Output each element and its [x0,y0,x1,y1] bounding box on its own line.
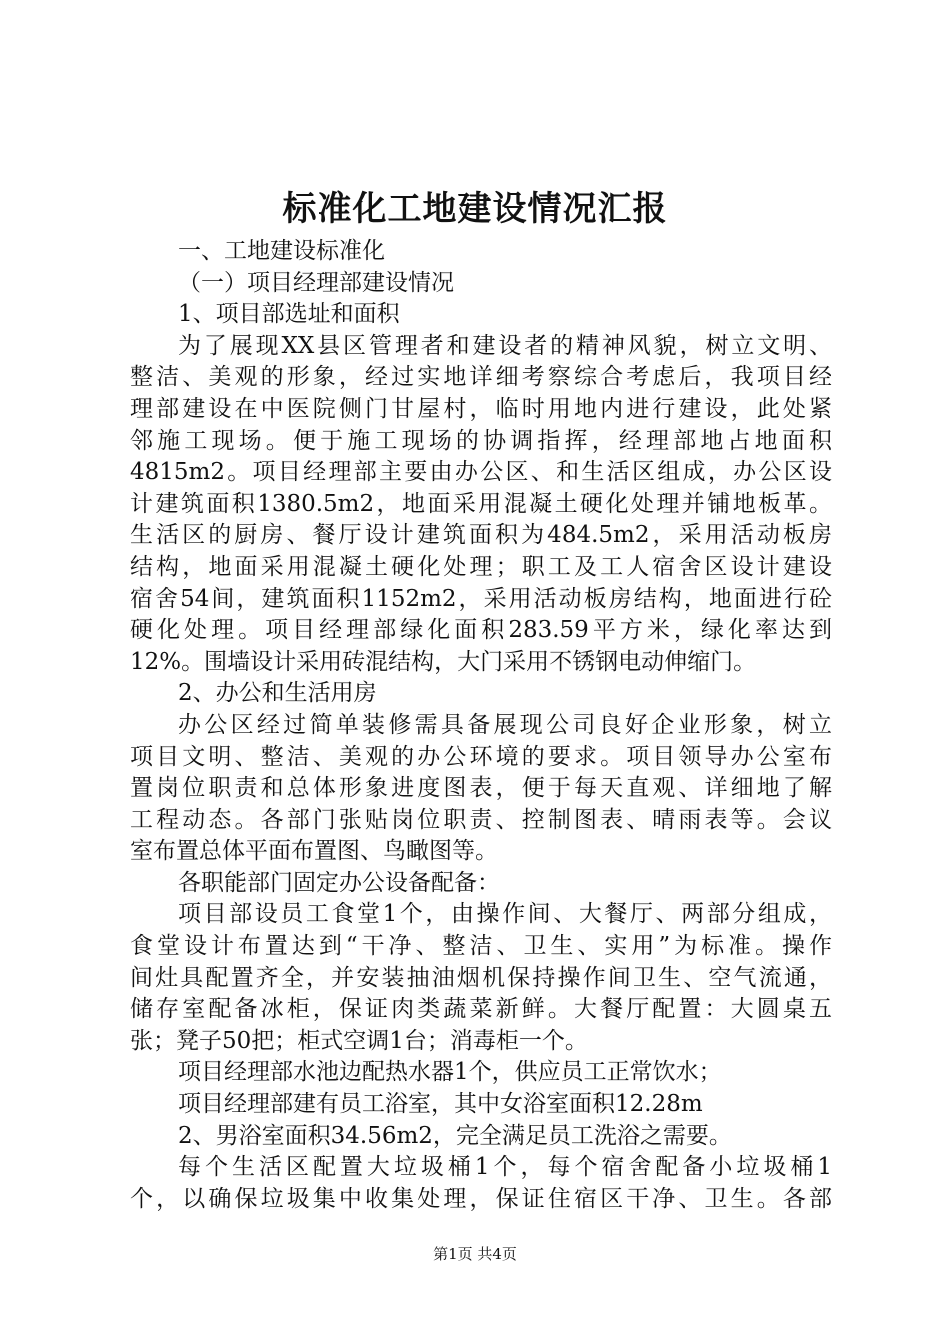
text-line: 储存室配备冰柜，保证肉类蔬菜新鲜。大餐厅配置：大圆桌五 [130,996,832,1023]
text-line: 各职能部门固定办公设备配备： [178,869,500,896]
page-footer: 第1页 共4页 [433,1245,517,1263]
text-line: 生活区的厨房、餐厅设计建筑面积为484.5m2，采用活动板房 [130,522,832,549]
text-line: 项目文明、整洁、美观的办公环境的要求。项目领导办公室布 [130,743,832,770]
document-body [130,236,832,1215]
text-line: 办公区经过简单装修需具备展现公司良好企业形象，树立 [178,711,832,738]
text-line: 每个生活区配置大垃圾桶1个，每个宿舍配备小垃圾桶1 [178,1154,832,1181]
text-line: 2、办公和生活用房 [178,680,377,707]
text-line: 个，以确保垃圾集中收集处理，保证住宿区干净、卫生。各部 [130,1185,832,1212]
text-line: 硬化处理。项目经理部绿化面积283.59平方米，绿化率达到 [130,617,832,644]
text-line: 项目部设员工食堂1个，由操作间、大餐厅、两部分组成， [178,901,832,928]
text-line: 整洁、美观的形象，经过实地详细考察综合考虑后，我项目经 [130,364,832,391]
text-line: 工程动态。各部门张贴岗位职责、控制图表、晴雨表等。会议 [130,806,832,833]
text-line: 宿舍54间，建筑面积1152m2，采用活动板房结构，地面进行砼 [130,585,832,612]
text-line: 室布置总体平面布置图、鸟瞰图等。 [130,838,498,865]
text-line: 间灶具配置齐全，并安装抽油烟机保持操作间卫生、空气流通， [130,964,832,991]
text-line: 食堂设计布置达到“干净、整洁、卫生、实用”为标准。操作 [130,933,832,960]
text-line: 张；凳子50把；柜式空调1台；消毒柜一个。 [130,1027,588,1054]
text-line: 计建筑面积1380.5m2，地面采用混凝土硬化处理并铺地板革。 [130,490,832,517]
text-line: 邻施工现场。便于施工现场的协调指挥，经理部地占地面积 [130,427,832,454]
text-line: 4815m2。项目经理部主要由办公区、和生活区组成，办公区设 [130,459,832,486]
text-line: 12%。围墙设计采用砖混结构，大门采用不锈钢电动伸缩门。 [130,648,757,675]
text-line: 项目经理部建有员工浴室，其中女浴室面积12.28m [178,1091,703,1118]
text-line: 项目经理部水池边配热水器1个，供应员工正常饮水； [178,1059,722,1086]
text-line: 结构，地面采用混凝土硬化处理；职工及工人宿舍区设计建设 [130,553,832,580]
document-title: 标准化工地建设情况汇报 [282,189,668,229]
text-line: 1、项目部选址和面积 [178,301,400,328]
text-line: 理部建设在中医院侧门甘屋村，临时用地内进行建设，此处紧 [130,395,832,422]
text-line: 为了展现XX县区管理者和建设者的精神风貌，树立文明、 [178,332,832,359]
text-line: （一）项目经理部建设情况 [178,269,454,296]
text-line: 置岗位职责和总体形象进度图表，便于每天直观、详细地了解 [130,775,832,802]
text-line: 一、工地建设标准化 [178,238,385,264]
text-line: 2、男浴室面积34.56m2，完全满足员工洗浴之需要。 [178,1122,732,1149]
